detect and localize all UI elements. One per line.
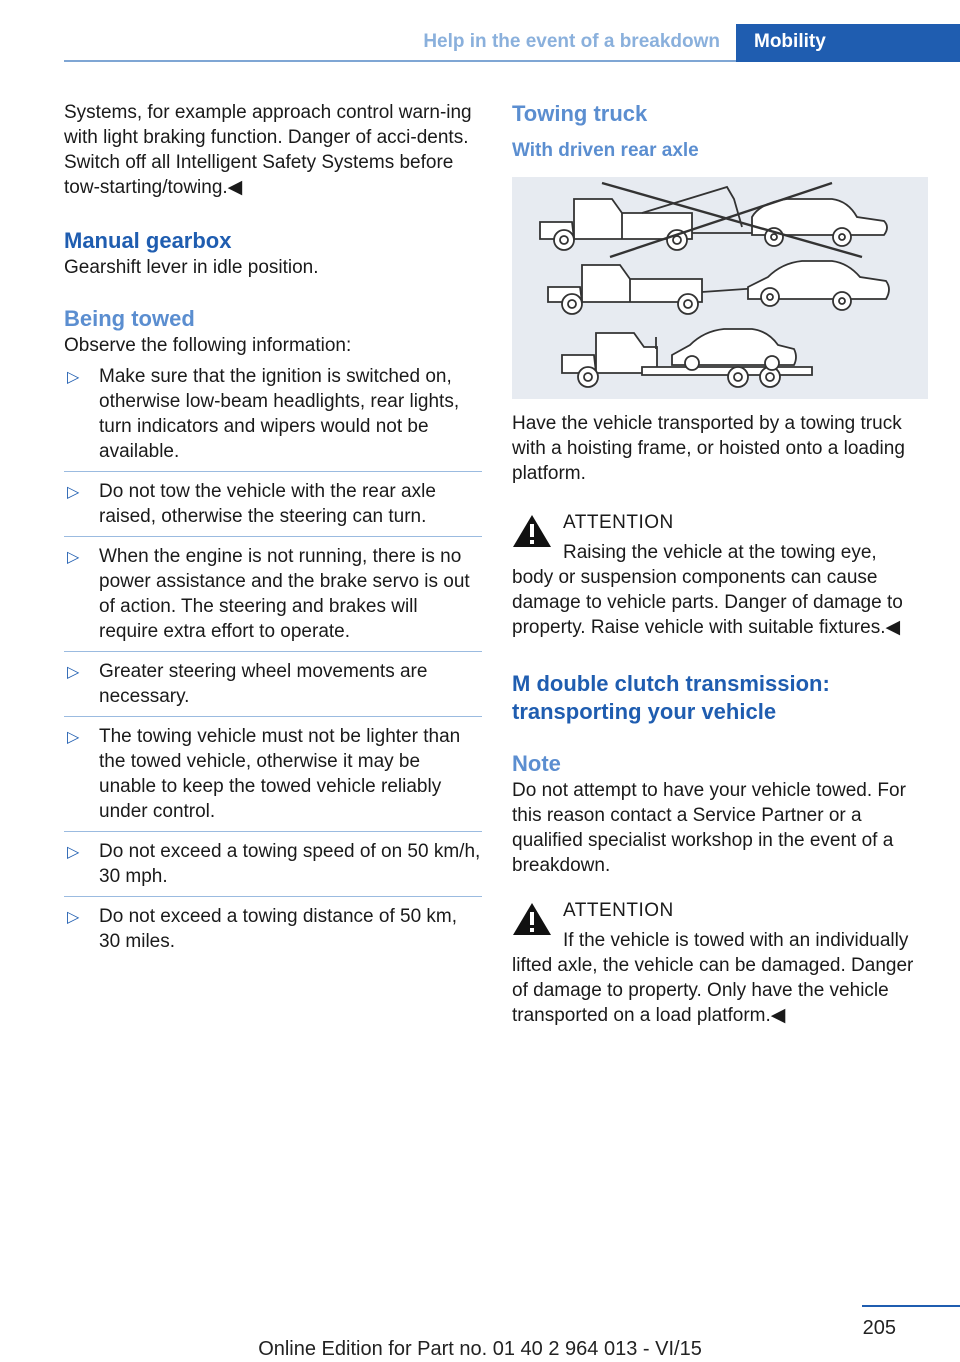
- manual-gearbox-text: Gearshift lever in idle position.: [64, 257, 319, 278]
- attention-label: ATTENTION: [563, 900, 674, 921]
- triangle-bullet-icon: ▷: [67, 729, 80, 746]
- triangle-bullet-icon: ▷: [67, 484, 80, 501]
- note-paragraph: Do not attempt to have your vehicle towed. For this reason contact a Service Partner or a qualified specialist workshop in the event of a breakdown.: [512, 780, 906, 876]
- page-number-rule: [862, 1305, 960, 1307]
- footer-edition: Online Edition for Part no. 01 40 2 964 013 - VI/15: [258, 1338, 702, 1360]
- attention-block-2: [512, 898, 930, 1028]
- heading-towing-truck: Towing truck: [512, 101, 648, 126]
- towing-truck-illustration: [512, 177, 928, 399]
- attention-text: lifted axle, the vehicle can be damaged. Danger of damage to property. Only have the vehicle transported on a load platform.◀: [512, 955, 914, 1026]
- header-chapter-tab: Mobility: [736, 24, 960, 62]
- heading-note: Note: [512, 751, 561, 776]
- left-column: [64, 100, 482, 961]
- page-header: [64, 24, 960, 62]
- towing-trucks-image: [512, 177, 928, 399]
- intro-paragraph: Systems, for example approach control warn‐ing with light braking function. Danger of acci‐dents. Switch off all Intelligent Safety Systems before tow-starting/towing.◀: [64, 102, 472, 198]
- triangle-bullet-icon: ▷: [67, 549, 80, 566]
- triangle-bullet-icon: ▷: [67, 664, 80, 681]
- header-section-title: Help in the event of a breakdown: [423, 31, 720, 52]
- attention-first-line: Raising the vehicle at the towing eye,: [563, 542, 877, 563]
- list-item: ▷ The towing vehicle must not be lighter than the towed vehicle, otherwise it may be unable to keep the towed vehicle reliably under control.: [64, 724, 482, 832]
- triangle-bullet-icon: ▷: [67, 369, 80, 386]
- heading-being-towed: Being towed: [64, 306, 195, 331]
- warning-triangle-icon: [512, 514, 552, 548]
- header-rule: [64, 60, 736, 62]
- towing-bullet-list: [64, 364, 482, 954]
- list-item: ▷ Do not exceed a towing speed of on 50 km/h, 30 mph.: [64, 839, 482, 897]
- heading-driven-rear-axle: With driven rear axle: [512, 140, 699, 161]
- page-number: 205: [862, 1317, 896, 1339]
- transport-paragraph: Have the vehicle transported by a towing truck with a hoisting frame, or hoisted onto a loading platform.: [512, 413, 905, 484]
- triangle-bullet-icon: ▷: [67, 909, 80, 926]
- heading-manual-gearbox: Manual gearbox: [64, 228, 232, 253]
- list-item: ▷ Do not tow the vehicle with the rear axle raised, otherwise the steering can turn.: [64, 479, 482, 537]
- being-towed-intro: Observe the following information:: [64, 335, 352, 356]
- right-column: [512, 100, 930, 1028]
- attention-label: ATTENTION: [563, 512, 674, 533]
- attention-block-1: [512, 510, 930, 640]
- triangle-bullet-icon: ▷: [67, 844, 80, 861]
- warning-triangle-icon: [512, 902, 552, 936]
- list-item: ▷ Greater steering wheel movements are necessary.: [64, 659, 482, 717]
- heading-mdct-transport: M double clutch transmission: transporting your vehicle: [512, 671, 830, 724]
- attention-first-line: If the vehicle is towed with an individually: [563, 930, 909, 951]
- list-item: ▷ Make sure that the ignition is switched on, otherwise low-beam headlights, rear lights, turn indicators and wipers would not be available.: [64, 364, 482, 472]
- list-item: ▷ Do not exceed a towing distance of 50 km, 30 miles.: [67, 906, 458, 952]
- list-item: ▷ When the engine is not running, there is no power assistance and the brake servo is out of action. The steering and brakes will require extra effort to operate.: [64, 544, 482, 652]
- attention-text: body or suspension components can cause damage to vehicle parts. Danger of damage to property. Raise vehicle with suitable fixtures.◀: [512, 567, 903, 638]
